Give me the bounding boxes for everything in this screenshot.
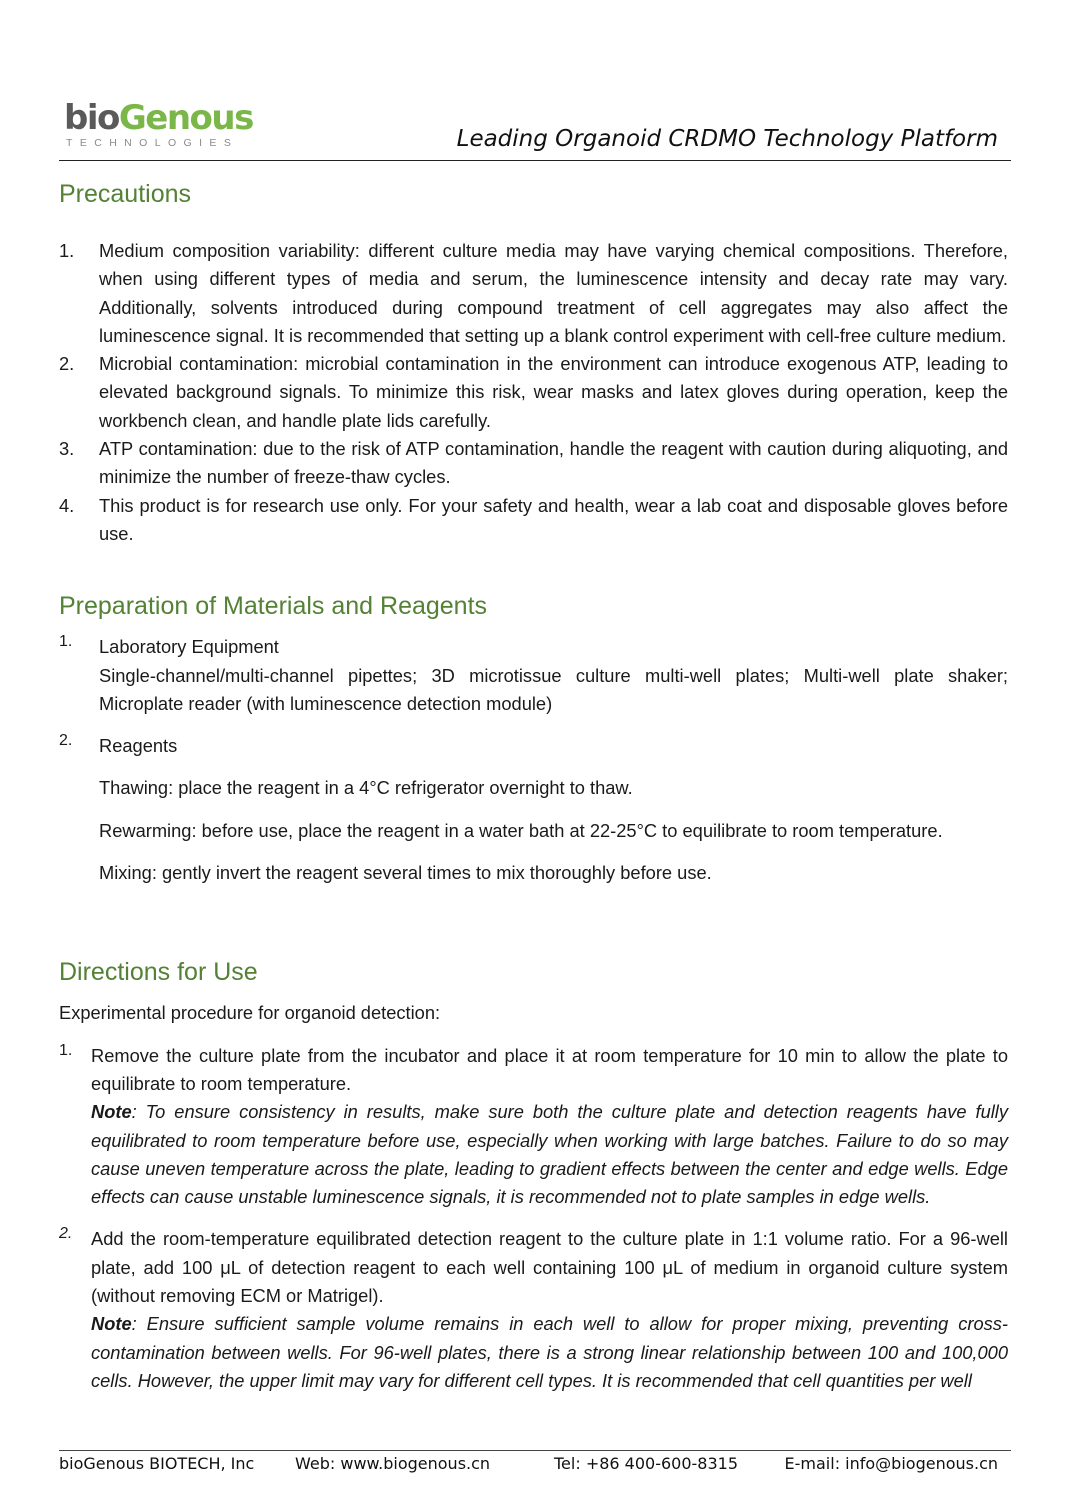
list-text: Microbial contamination: microbial contamination in the environment can introduce exogenous ATP, leading to elevated background signals. To minimize this risk, wear masks and latex gloves during operation, keep the workbench clean, and handle plate lids carefully. xyxy=(99,353,1008,431)
header-divider xyxy=(59,160,1011,161)
step-item xyxy=(59,1225,1008,1395)
list-text: ATP contamination: due to the risk of ATP contamination, handle the reagent with caution during aliquoting, and minimize the number of freeze-thaw cycles. xyxy=(99,438,1008,488)
logo-wordmark xyxy=(64,100,254,136)
list-number: 2. xyxy=(59,353,75,375)
list-number: 4. xyxy=(59,494,75,516)
list-number: 3. xyxy=(59,438,75,460)
list-item xyxy=(59,435,1008,492)
list-item xyxy=(59,237,1008,350)
logo-subtitle: TECHNOLOGIES xyxy=(66,137,239,149)
precautions-heading: Precautions xyxy=(59,180,192,208)
step-note xyxy=(91,1310,1008,1395)
rewarming-text: Rewarming: before use, place the reagent in a water bath at 22-25°C to equilibrate to room temperature. xyxy=(99,819,943,841)
mixing-text: Mixing: gently invert the reagent several times to mix thoroughly before use. xyxy=(99,862,712,884)
note-label: Note xyxy=(91,1101,132,1123)
list-number: 2. xyxy=(59,732,73,750)
list-number: 1. xyxy=(59,633,73,651)
page-content xyxy=(59,175,1008,1395)
equipment-title: Laboratory Equipment xyxy=(99,636,279,658)
logo-text-genous: Genous xyxy=(118,98,253,138)
list-item xyxy=(59,350,1008,435)
list-text: Medium composition variability: different culture media may have varying chemical compositions. Therefore, when using different types of media and serum, the luminescence intensity and decay rate may vary. Additionally, solvents introduced during compound treatment of cell aggregates may also affect the luminescence signal. It is recommended that setting up a blank control experiment with cell-free culture medium. xyxy=(99,240,1008,346)
footer-email-link[interactable]: E-mail: info@biogenous.cn xyxy=(784,1454,998,1473)
directions-heading: Directions for Use xyxy=(59,958,258,987)
equipment-text: Single-channel/multi-channel pipettes; 3D microtissue culture multi-well plates; Multi-well plate shaker; Microplate reader (with luminescence detection module) xyxy=(99,664,1008,714)
note-label: Note xyxy=(91,1313,132,1335)
reagents-title: Reagents xyxy=(99,735,178,757)
company-logo xyxy=(64,100,254,152)
note-text: : Ensure sufficient sample volume remains in each well to allow for proper mixing, preventing cross-contamination between wells. For 96-well plates, there is a strong linear relationship between 100 and 100,000 cells. However, the upper limit may vary for different cell types. It is recommended that cell quantities per well xyxy=(91,1313,1008,1391)
logo-text-bio: bio xyxy=(64,98,119,138)
step-number: 1. xyxy=(59,1041,73,1059)
footer-web-link[interactable]: Web: www.biogenous.cn xyxy=(295,1454,491,1473)
step-text: Add the room-temperature equilibrated detection reagent to the culture plate in 1:1 volume ratio. For a 96-well plate, add 100 μL of detection reagent to each well containing 100 μL of medium in organoid culture system (without removing ECM or Matrigel). xyxy=(91,1228,1008,1307)
precautions-section xyxy=(59,177,1008,548)
step-item xyxy=(59,1042,1008,1212)
preparation-heading: Preparation of Materials and Reagents xyxy=(59,592,488,621)
header-tagline: Leading Organoid CRDMO Technology Platform xyxy=(456,126,998,152)
list-item-reagents xyxy=(59,732,1008,887)
step-text: Remove the culture plate from the incubator and place it at room temperature for 10 min to allow the plate to equilibrate to room temperature. xyxy=(91,1044,1008,1094)
list-item-equipment xyxy=(59,633,1008,718)
precautions-list xyxy=(59,237,1008,548)
preparation-section xyxy=(59,589,1008,887)
footer-divider xyxy=(59,1450,1011,1451)
thawing-text: Thawing: place the reagent in a 4°C refrigerator overnight to thaw. xyxy=(99,777,633,799)
list-number: 1. xyxy=(59,240,75,261)
directions-intro: Experimental procedure for organoid detection: xyxy=(59,1002,441,1024)
page-footer xyxy=(59,1454,998,1478)
footer-company: bioGenous BIOTECH, Inc xyxy=(59,1454,255,1473)
footer-phone: Tel: +86 400-600-8315 xyxy=(554,1454,739,1473)
list-text: This product is for research use only. For your safety and health, wear a lab coat and disposable gloves before use. xyxy=(99,494,1008,544)
step-note xyxy=(91,1098,1008,1211)
list-item xyxy=(59,492,1008,549)
note-text: : To ensure consistency in results, make sure both the culture plate and detection reagents have fully equilibrated to room temperature before use, especially when working with large batches. Failure to do so may cause uneven temperature across the plate, leading to gradient effects between the center and edge wells. Edge effects can cause unstable luminescence signals, it is recommended not to plate samples in edge wells. xyxy=(91,1101,1008,1208)
directions-section xyxy=(59,955,1008,1395)
step-number: 2. xyxy=(59,1225,73,1243)
